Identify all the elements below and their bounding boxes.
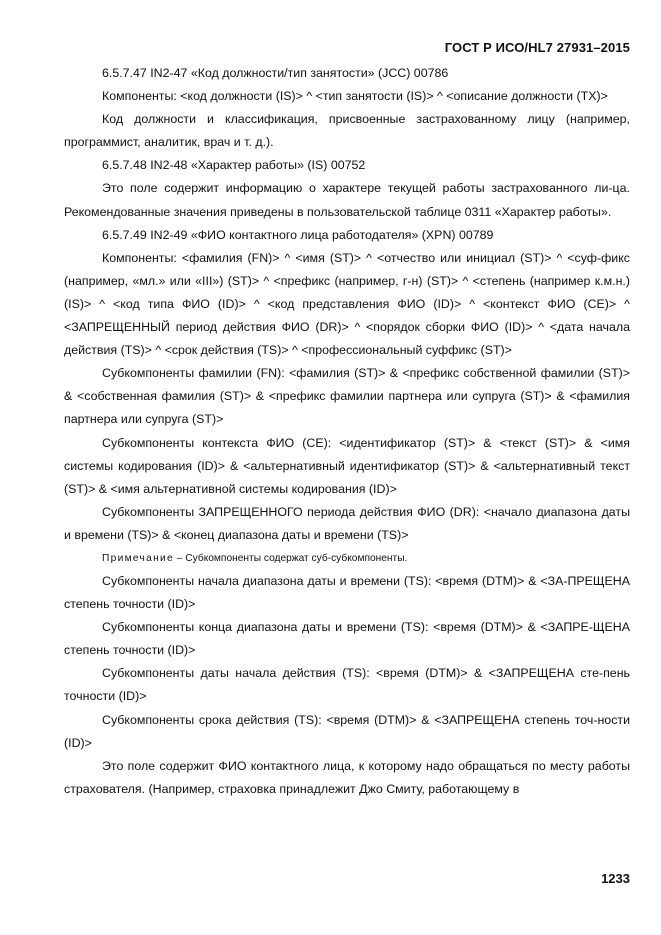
paragraph: Субкомпоненты контекста ФИО (CE): <идентификатор (ST)> & <текст (ST)> & <имя системы кодирования (ID)> & <альтернативный идентификатор (ST)> & <альтернативный текст (ST)> & <имя альтернативной системы кодирования (ID)>	[64, 435, 630, 496]
note-label: Примечание	[102, 552, 174, 564]
page-number: 1233	[601, 871, 630, 886]
paragraph: Компоненты: <фамилия (FN)> ^ <имя (ST)> ^ <отчество или инициал (ST)> ^ <суф-фикс (например, «мл.» или «III») (ST)> ^ <префикс (например, г-н) (ST)> ^ <степень (например к.м.н.) (IS)> ^ <код типа ФИО (ID)> ^ <код представления ФИО (ID)> ^ <контекст ФИО (CE)> ^ <ЗАПРЕЩЕННЫЙ период действия ФИО (DR)> ^ <порядок сборки ФИО (ID)> ^ <дата начала действия (TS)> ^ <срок действия (TS)> ^ <профессиональный суффикс (ST)>	[64, 250, 630, 358]
paragraph: Код должности и классификация, присвоенные застрахованному лицу (например, программист, аналитик, врач и т. д.).	[64, 112, 630, 150]
body-text	[64, 62, 630, 801]
paragraph: Субкомпоненты фамилии (FN): <фамилия (ST)> & <префикс собственной фамилии (ST)> & <собственная фамилия (ST)> & <префикс фамилии партнера или супруга (ST)> & <фамилия партнера или супруга (ST)>	[64, 366, 630, 427]
paragraph: Субкомпоненты начала диапазона даты и времени (TS): <время (DTM)> & <ЗА-ПРЕЩЕНА степень точности (ID)>	[64, 573, 630, 612]
running-header: ГОСТ Р ИСО/HL7 27931–2015	[444, 40, 630, 55]
paragraph: Субкомпоненты ЗАПРЕЩЕННОГО периода действия ФИО (DR): <начало диапазона даты и времени (TS)> & <конец диапазона даты и времени (TS)>	[64, 504, 630, 542]
section-heading: 6.5.7.48 IN2-48 «Характер работы» (IS) 00752	[102, 158, 366, 173]
paragraph: Это поле содержит ФИО контактного лица, к которому надо обращаться по месту работы страхователя. (Например, страховка принадлежит Джо Смиту, работающему в	[64, 758, 630, 796]
section-heading: 6.5.7.47 IN2-47 «Код должности/тип занятости» (JCC) 00786	[102, 66, 449, 80]
section-heading: 6.5.7.49 IN2-49 «ФИО контактного лица работодателя» (XPN) 00789	[102, 227, 494, 242]
paragraph: Это поле содержит информацию о характере текущей работы застрахованного ли-ца. Рекомендованные значения приведены в пользовательской таблице 0311 «Характер работы».	[64, 181, 630, 219]
paragraph: Компоненты: <код должности (IS)> ^ <тип занятости (IS)> ^ <описание должности (TX)>	[102, 89, 608, 104]
paragraph: Субкомпоненты конца диапазона даты и времени (TS): <время (DTM)> & <ЗАПРЕ-ЩЕНА степень точности (ID)>	[64, 620, 630, 658]
note	[64, 547, 630, 570]
paragraph: Субкомпоненты даты начала действия (TS): <время (DTM)> & <ЗАПРЕЩЕНА сте-пень точности (ID)>	[64, 666, 630, 704]
note-text: – Субкомпоненты содержат суб-субкомпоненты.	[173, 552, 408, 564]
paragraph: Субкомпоненты срока действия (TS): <время (DTM)> & <ЗАПРЕЩЕНА степень точ-ности (ID)>	[64, 712, 630, 750]
